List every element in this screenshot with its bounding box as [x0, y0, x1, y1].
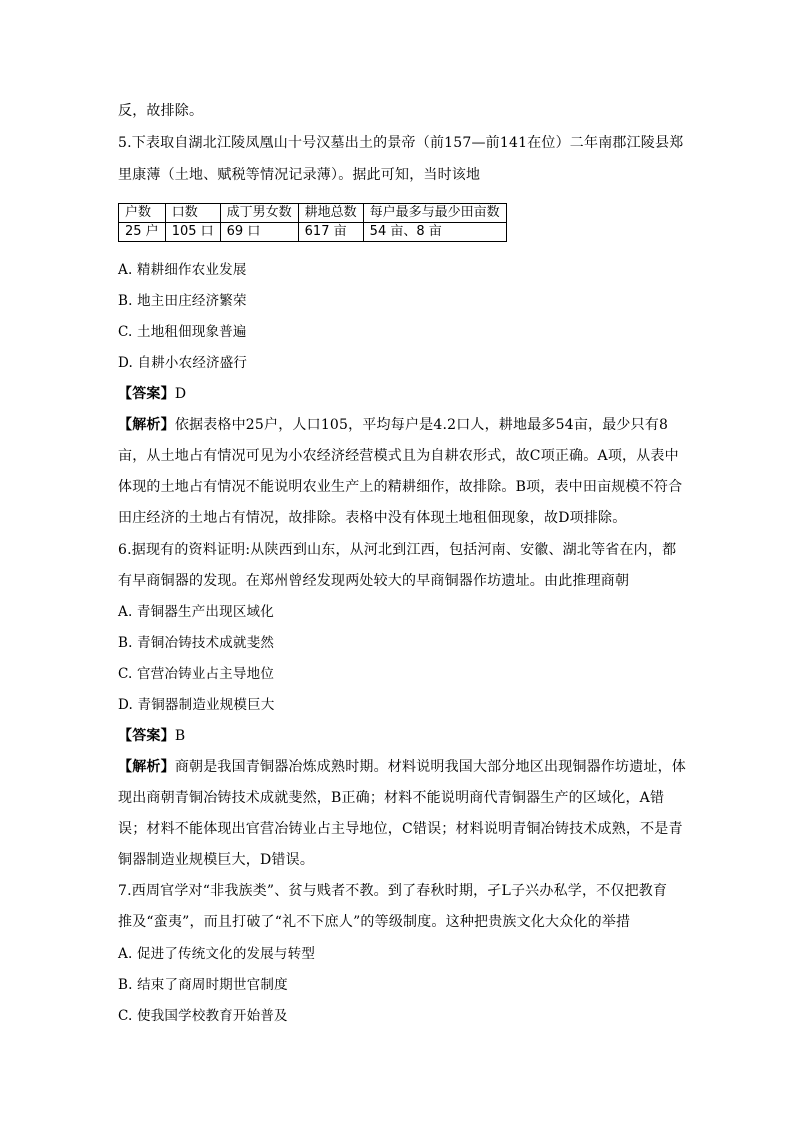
analysis-text: 依据表格中25户，人口105，平均每户是4.2口人，耕地最多54亩，最少只有8 — [174, 417, 669, 433]
question-7-stem: 7.西周官学对“非我族类”、贫与贱者不教。到了春秋时期，孑L子兴办私学，不仅把教育 — [118, 883, 668, 899]
analysis-text: 现出商朝青铜冶铸技术成就斐然，B正确；材料不能说明商代青铜器生产的区域化，A错 — [118, 790, 665, 806]
analysis-text: 铜器制造业规模巨大，D错误。 — [118, 852, 315, 868]
answer-line — [118, 384, 186, 404]
option-b: B. 地主田庄经济繁荣 — [118, 293, 247, 309]
table-header-cell: 口数 — [165, 204, 220, 223]
analysis-text: 亩，从土地占有情况可见为小农经济经营模式且为自耕农形式，故C项正确。A项，从表中 — [118, 448, 679, 464]
option-c: C. 土地租佃现象普遍 — [118, 324, 247, 340]
analysis-text: 误；材料不能体现出官营冶铸业占主导地位，C错误；材料说明青铜冶铸技术成熟，不是青 — [118, 821, 683, 837]
option-d: D. 自耕小农经济盛行 — [118, 355, 248, 371]
text-line: 反，故排除。 — [118, 103, 204, 119]
answer-label: 【答案】 — [118, 386, 175, 402]
option-c: C. 官营冶铸业占主导地位 — [118, 666, 275, 682]
option-a: A. 精耕细作农业发展 — [118, 262, 247, 278]
option-c: C. 使我国学校教育开始普及 — [118, 1008, 288, 1024]
answer-line — [118, 726, 185, 746]
option-a: A. 青铜器生产出现区域化 — [118, 604, 274, 620]
analysis-label: 【解析】 — [118, 417, 175, 433]
option-a: A. 促进了传统文化的发展与转型 — [118, 946, 316, 962]
table-cell: 25 户 — [119, 223, 166, 242]
table-header-cell: 每户最多与最少田亩数 — [363, 204, 506, 223]
table-cell: 617 亩 — [298, 223, 363, 242]
analysis-text: 田庄经济的土地占有情况，故排除。表格中没有体现土地租佃现象，故D项排除。 — [118, 510, 627, 526]
table-header-cell: 成丁男女数 — [220, 204, 298, 223]
question-7-stem-cont: 推及“蛮夷”，而且打破了“礼不下庶人”的等级制度。这种把贵族文化大众化的举措 — [118, 914, 631, 930]
table-header-row — [119, 204, 507, 223]
question-5-stem: 5.下表取自湖北江陵凤凰山十号汉墓出土的景帝（前157—前141在位）二年南郡江陵县郑 — [118, 135, 684, 151]
table-header-cell: 户数 — [119, 204, 166, 223]
census-table — [118, 203, 507, 242]
table-row — [119, 223, 507, 242]
analysis-line — [118, 757, 686, 777]
table-header-cell: 耕地总数 — [298, 204, 363, 223]
option-d: D. 青铜器制造业规模巨大 — [118, 697, 275, 713]
option-b: B. 青铜冶铸技术成就斐然 — [118, 635, 275, 651]
answer-label: 【答案】 — [118, 728, 175, 744]
question-6-stem: 6.据现有的资料证明:从陕西到山东，从河北到江西，包括河南、安徽、湖北等省在内，都 — [118, 542, 677, 558]
answer-value: D — [174, 386, 187, 402]
table-cell: 69 口 — [220, 223, 298, 242]
analysis-text: 体现的土地占有情况不能说明农业生产上的精耕细作，故排除。B项，表中田亩规模不符合 — [118, 479, 683, 495]
answer-value: B — [174, 728, 186, 744]
option-b: B. 结束了商周时期世官制度 — [118, 977, 288, 993]
analysis-text: 商朝是我国青铜器冶炼成熟时期。材料说明我国大部分地区出现铜器作坊遗址，体 — [174, 759, 687, 775]
question-6-stem-cont: 有早商铜器的发现。在郑州曾经发现两处较大的早商铜器作坊遗址。由此推理商朝 — [118, 573, 630, 589]
analysis-label: 【解析】 — [118, 759, 175, 775]
question-5-stem-cont: 里康薄（土地、赋税等情况记录薄）。据此可知，当时该地 — [118, 167, 481, 183]
table-cell: 105 口 — [165, 223, 220, 242]
analysis-line — [118, 415, 668, 435]
table-cell: 54 亩、8 亩 — [363, 223, 506, 242]
